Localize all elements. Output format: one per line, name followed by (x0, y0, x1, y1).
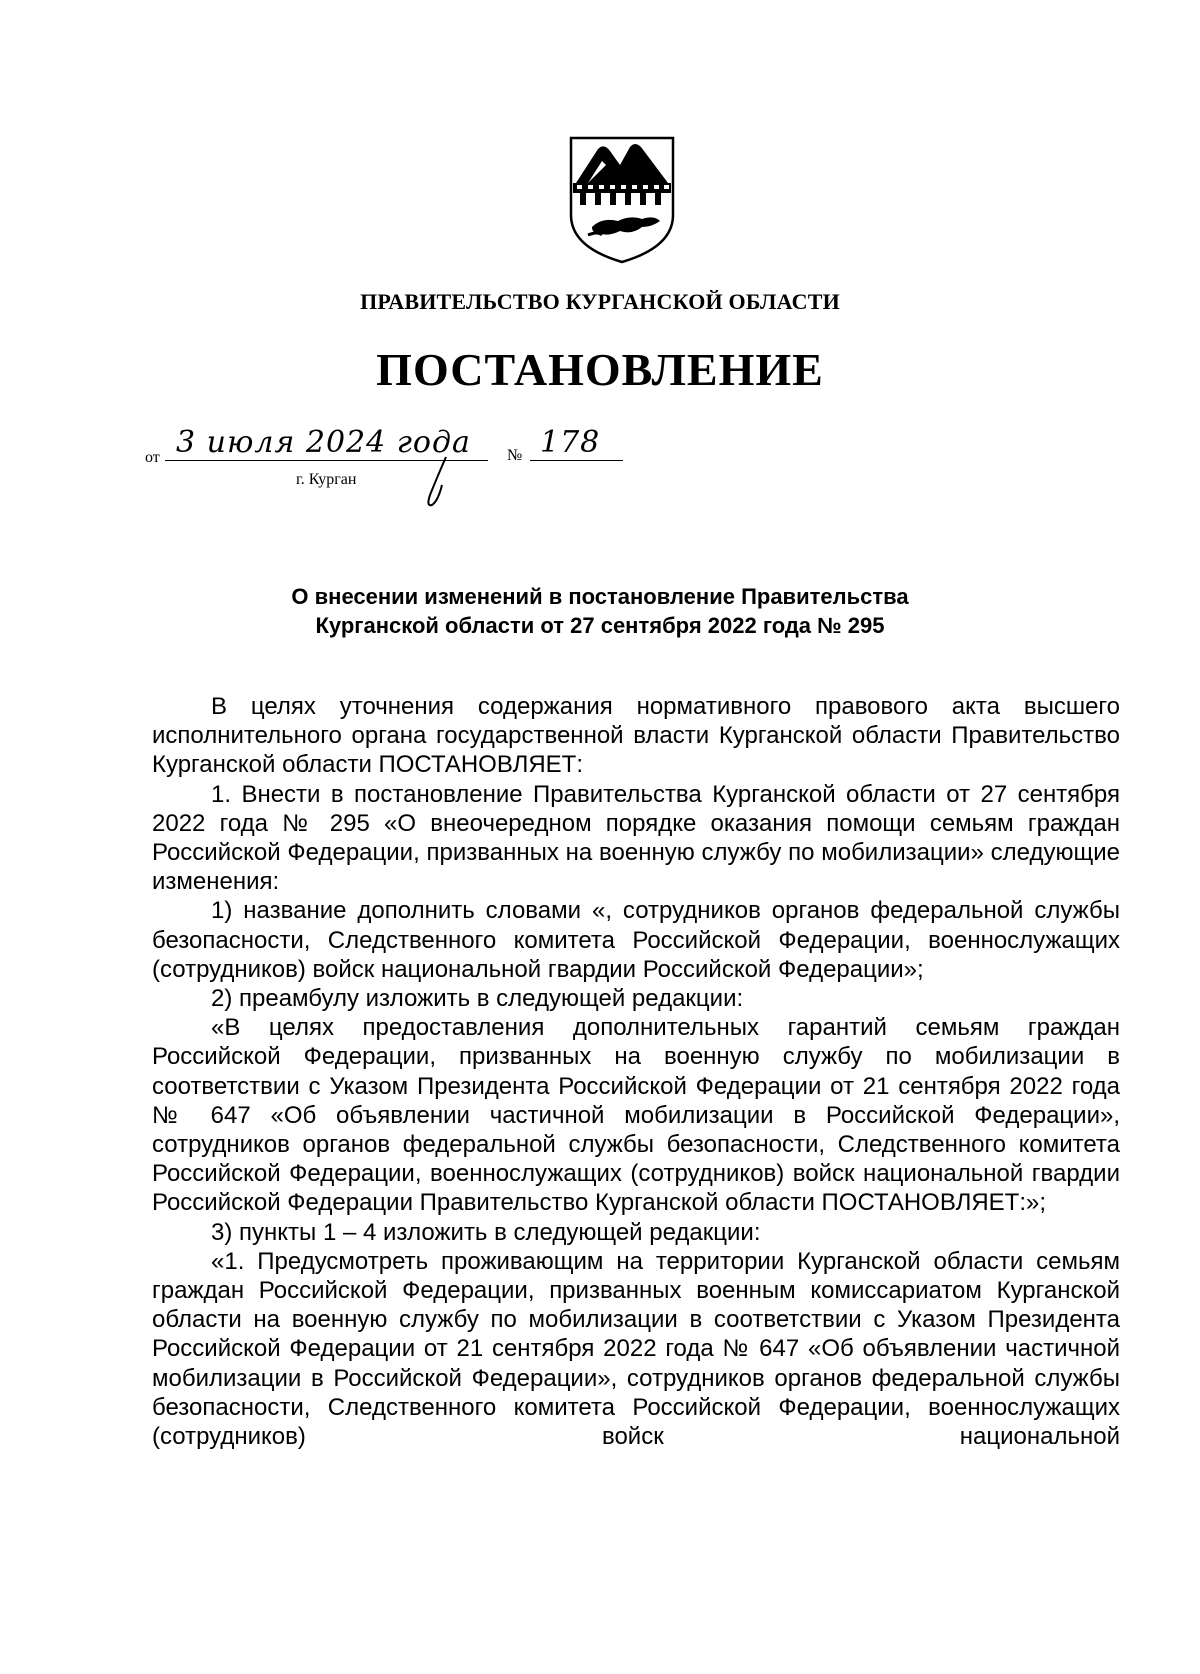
number-underline (530, 460, 623, 461)
title-line-2: Курганской области от 27 сентября 2022 года № 295 (315, 613, 885, 638)
paragraph-new-preamble: «В целях предоставления дополнительных гарантий семьям граждан Российской Федерации, призванных на военную службу по мобилизации в соответствии с Указом Президента Российской Федерации от 21 сентября 2022 года № 647 «Об объявлении частичной мобилизации в Российской Федерации», сотрудников органов федеральной службы безопасности, Следственного комитета Российской Федерации, военнослужащих (сотрудников) войск национальной гвардии Российской Федерации Правительство Курганской области ПОСТАНОВЛЯЕТ:»; (152, 1014, 1120, 1217)
resolution-title (0, 582, 1200, 640)
handwritten-stroke (424, 455, 454, 510)
paragraph-item-1: 1. Внести в постановление Правительства Курганской области от 27 сентября 2022 года № 295 «О внеочередном порядке оказания помощи семьям граждан Российской Федерации, призванных на военную службу по мобилизации» следующие изменения: (152, 780, 1120, 896)
handwritten-number: 178 (540, 425, 601, 460)
coat-of-arms-emblem (568, 135, 676, 265)
government-name: ПРАВИТЕЛЬСТВО КУРГАНСКОЙ ОБЛАСТИ (360, 289, 840, 314)
title-line-1: О внесении изменений в постановление Правительства (291, 584, 909, 609)
city-name: г. Курган (296, 471, 357, 488)
document-type-title: ПОСТАНОВЛЕНИЕ (376, 344, 824, 395)
paragraph-subitem-1: 1) название дополнить словами «, сотрудников органов федеральной службы безопасности, Следственного комитета Российской Федерации, военнослужащих (сотрудников) войск национальной гвардии Российской Федерации»; (152, 897, 1120, 983)
date-from-label: от (145, 449, 160, 466)
number-label: № (507, 447, 523, 464)
paragraph-subitem-2: 2) преамбулу изложить в следующей редакции: (211, 985, 744, 1013)
paragraph-preamble: В целях уточнения содержания нормативного правового акта высшего исполнительного органа государственной власти Курганской области Правительство Курганской области ПОСТАНОВЛЯЕТ: (152, 693, 1120, 779)
document-body (152, 692, 1120, 1451)
paragraph-subitem-3: 3) пункты 1 – 4 изложить в следующей редакции: (211, 1218, 761, 1246)
handwritten-date: 3 июля 2024 года (176, 425, 471, 460)
paragraph-new-item-1: «1. Предусмотреть проживающим на территории Курганской области семьям граждан Российской Федерации, призванных военным комиссариатом Курганской области на военную службу по мобилизации в соответствии с Указом Президента Российской Федерации от 21 сентября 2022 года № 647 «Об объявлении частичной мобилизации в Российской Федерации», сотрудников органов федеральной службы безопасности, Следственного комитета Российской Федерации, военнослужащих (сотрудников) войск национальной (152, 1247, 1120, 1451)
